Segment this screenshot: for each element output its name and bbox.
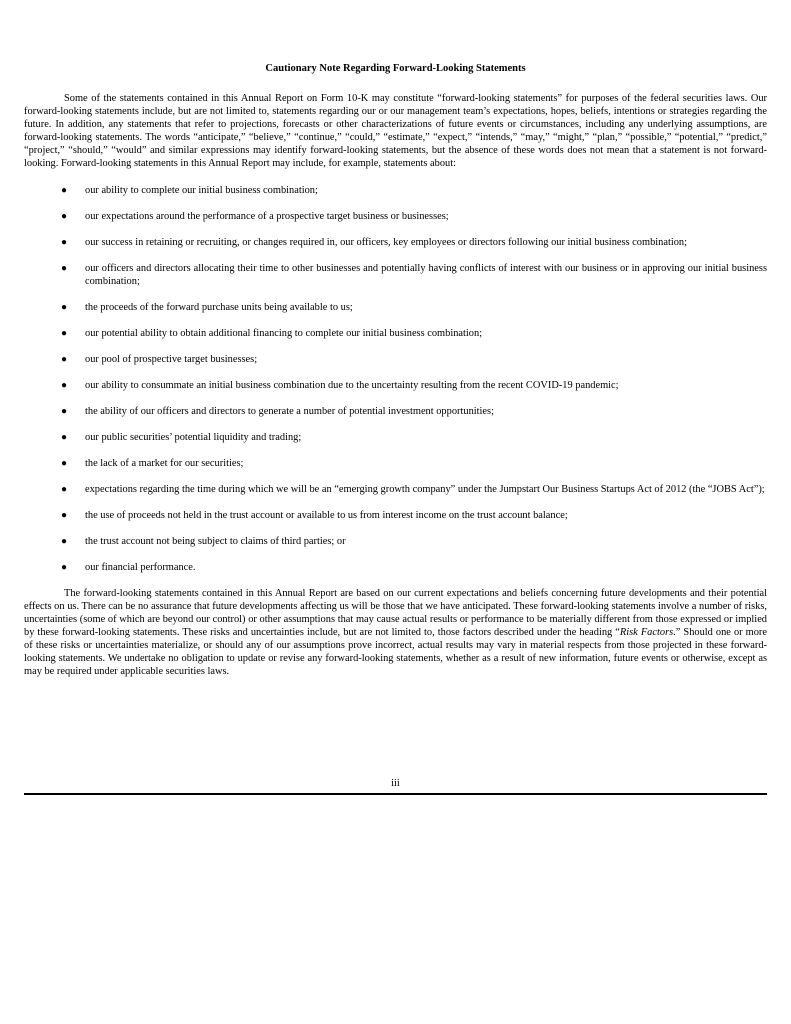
bullet-icon: ● [61, 328, 68, 339]
list-item [24, 561, 767, 574]
bullet-icon: ● [61, 185, 68, 196]
list-item-text: the trust account not being subject to claims of third parties; or [85, 536, 346, 547]
bullet-icon: ● [61, 263, 68, 274]
list-item-text: the use of proceeds not held in the trust account or available to us from interest income on the trust account balance; [85, 510, 568, 521]
list-item-text: our success in retaining or recruiting, or changes required in, our officers, key employees or directors following our initial business combination; [85, 237, 688, 248]
bullet-icon: ● [61, 536, 68, 547]
bullet-icon: ● [61, 354, 68, 365]
list-item-text: expectations regarding the time during which we will be an “emerging growth company” under the Jumpstart Our Business Startups Act of 2012 (the “JOBS Act”); [85, 484, 765, 495]
list-item-text: the lack of a market for our securities; [85, 458, 244, 469]
bullet-icon: ● [61, 302, 68, 313]
list-item [24, 535, 767, 548]
list-item [24, 509, 767, 522]
intro-paragraph: Some of the statements contained in this Annual Report on Form 10-K may constitute “forward-looking statements” for purposes of the federal securities laws. Our forward-looking statements include, but are not limited to, statements regarding our or our management team’s expectations, hopes, beliefs, intentions or strategies regarding the future. In addition, any statements that refer to projections, forecasts or other characterizations of future events or circumstances, including any underlying assumptions, are forward-looking statements. The words “anticipate,” “believe,” “continue,” “could,” “estimate,” “expect,” “intends,” “may,” “might,” “plan,” “possible,” “potential,” “predict,” “project,” “should,” “would” and similar expressions may identify forward-looking statements, but the absence of these words does not mean that a statement is not forward-looking. Forward-looking statements in this Annual Report may include, for example, statements about: [24, 93, 767, 169]
list-item-text: our expectations around the performance of a prospective target business or businesses; [85, 211, 449, 222]
list-item [24, 483, 767, 496]
list-item [24, 379, 767, 392]
bullet-list [24, 184, 767, 574]
page-footer [24, 778, 767, 795]
closing-text-end: .” Should one or more of these risks or uncertainties materialize, or should any of our assumptions prove incorrect, actual results may vary in material respects from those projected in these forward-looking statements. We undertake no obligation to update or revise any forward-looking statements, whether as a result of new information, future events or otherwise, except as may be required under applicable securities laws. [24, 627, 768, 677]
page-title: Cautionary Note Regarding Forward-Looking Statements [265, 63, 526, 74]
list-item-text: our officers and directors allocating their time to other businesses and potentially having conflicts of interest with our business or in approving our initial business combination; [85, 263, 767, 287]
list-item-text: the ability of our officers and directors to generate a number of potential investment opportunities; [85, 406, 494, 417]
list-item [24, 405, 767, 418]
bullet-icon: ● [61, 406, 68, 417]
footer-divider [24, 793, 767, 795]
document-page [24, 62, 767, 678]
list-item-text: the proceeds of the forward purchase units being available to us; [85, 302, 353, 313]
list-item [24, 431, 767, 444]
bullet-icon: ● [61, 380, 68, 391]
list-item-text: our public securities’ potential liquidity and trading; [85, 432, 302, 443]
page-number: iii [391, 778, 400, 789]
list-item [24, 301, 767, 314]
closing-text-start: The forward-looking statements contained in this Annual Report are based on our current expectations and beliefs concerning future developments and their potential effects on us. There can be no assurance that future developments affecting us will be those that we have anticipated. These forward-looking statements involve a number of risks, uncertainties (some of which are beyond our control) or other assumptions that may cause actual results or performance to be materially different from those expressed or implied by these forward-looking statements. These risks and uncertainties include, but are not limited to, those factors described under the heading “ [24, 588, 767, 638]
list-item [24, 457, 767, 470]
risk-factors-heading-reference: Risk Factors [619, 627, 674, 638]
list-item [24, 353, 767, 366]
closing-paragraph [24, 587, 767, 678]
bullet-icon: ● [61, 237, 68, 248]
bullet-icon: ● [61, 562, 68, 573]
list-item-text: our potential ability to obtain additional financing to complete our initial business combination; [85, 328, 483, 339]
bullet-icon: ● [61, 432, 68, 443]
list-item [24, 236, 767, 249]
list-item [24, 327, 767, 340]
list-item [24, 184, 767, 197]
bullet-icon: ● [61, 484, 68, 495]
bullet-icon: ● [61, 458, 68, 469]
list-item-text: our ability to consummate an initial business combination due to the uncertainty resulting from the recent COVID-19 pandemic; [85, 380, 619, 391]
list-item [24, 210, 767, 223]
bullet-icon: ● [61, 510, 68, 521]
list-item-text: our pool of prospective target businesses; [85, 354, 258, 365]
list-item-text: our financial performance. [85, 562, 196, 573]
list-item-text: our ability to complete our initial business combination; [85, 185, 318, 196]
list-item [24, 262, 767, 288]
bullet-icon: ● [61, 211, 68, 222]
